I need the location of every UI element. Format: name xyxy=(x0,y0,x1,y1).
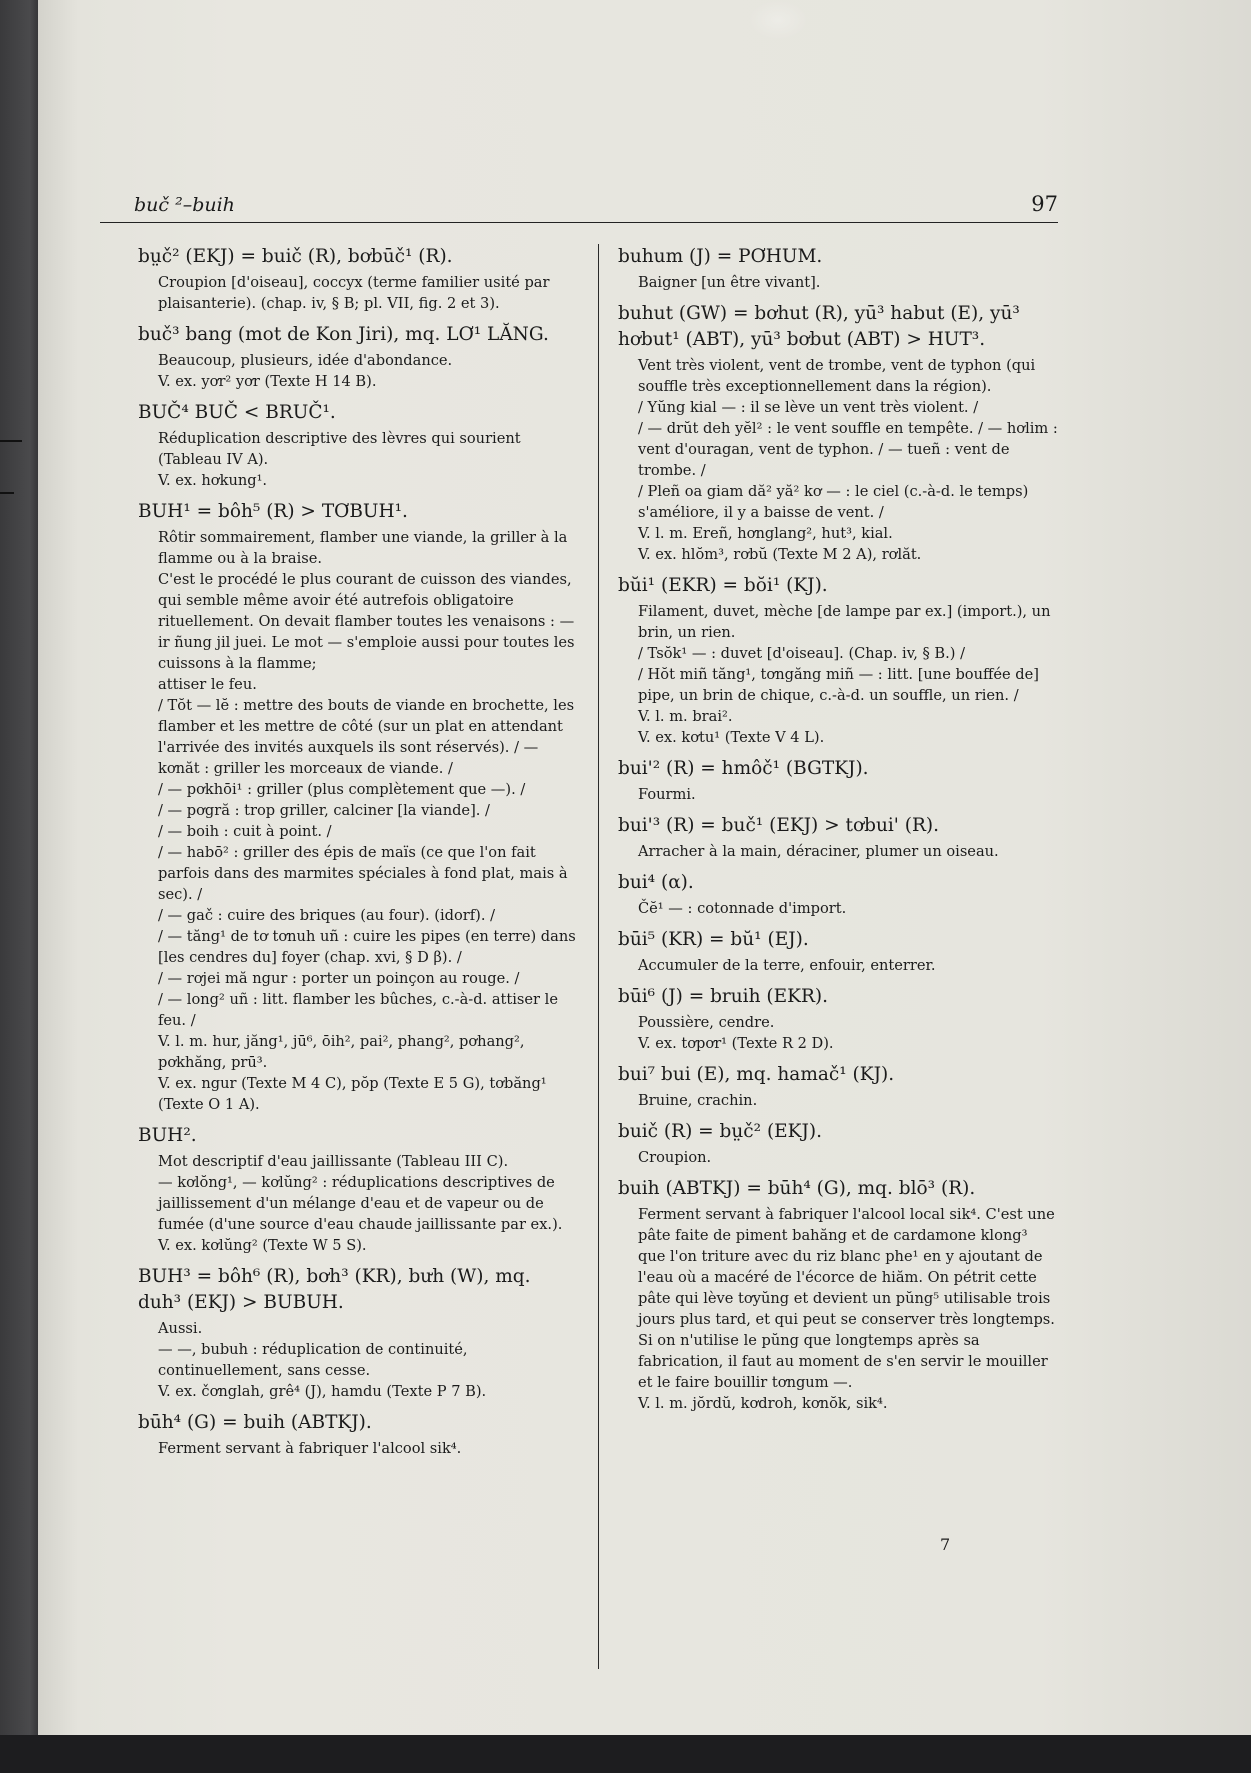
dictionary-entry xyxy=(138,499,578,1115)
definition-line: V. ex. kơlŭng² (Texte W 5 S). xyxy=(158,1237,367,1254)
entry-definition xyxy=(618,898,1058,919)
dictionary-entry xyxy=(138,1410,578,1459)
entry-definition xyxy=(618,841,1058,862)
definition-line: Vent très violent, vent de trombe, vent de typhon (qui souffle très exceptionnellement dans la région). xyxy=(638,357,1036,395)
definition-line: V. ex. kơtu¹ (Texte V 4 L). xyxy=(638,729,825,746)
right-column xyxy=(618,244,1058,1422)
entry-headword: buhum (J) = PƠHUM. xyxy=(618,246,823,267)
definition-line: / — rơjei mă ngur : porter un poinçon au rouge. / xyxy=(158,970,520,987)
entry-headword: BUH³ = bôh⁶ (R), bơh³ (KR), bưh (W), mq. duh³ (EKJ) > BUBUH. xyxy=(138,1266,531,1313)
running-head xyxy=(100,192,1058,223)
running-head-title: buč ²–buih xyxy=(134,194,235,216)
dictionary-entry xyxy=(618,1176,1058,1414)
entry-headword: būi⁵ (KR) = bŭ¹ (EJ). xyxy=(618,929,809,950)
definition-line: V. ex. tơpơr¹ (Texte R 2 D). xyxy=(638,1035,834,1052)
definition-line: / — drŭt deh yĕl² : le vent souffle en tempête. / — hơlim : vent d'ouragan, vent de typhon. / — tueñ : vent de trombe. / xyxy=(638,420,1058,479)
entry-headword: BUH¹ = bôh⁵ (R) > TƠBUH¹. xyxy=(138,501,408,522)
definition-line: Croupion [d'oiseau], coccyx (terme familier usité par plaisanterie). (chap. iv, § B; pl. VII, fig. 2 et 3). xyxy=(158,274,550,312)
definition-line: / Pleñ oa giam dă² yă² kơ — : le ciel (c.-à-d. le temps) s'améliore, il y a baisse de vent. / xyxy=(638,483,1029,521)
entry-headword: buih (ABTKJ) = būh⁴ (G), mq. blō³ (R). xyxy=(618,1178,976,1199)
dictionary-entry xyxy=(618,984,1058,1054)
definition-line: / — long² uñ : litt. flamber les bûches, c.-à-d. attiser le feu. / xyxy=(158,991,558,1029)
definition-line: Fourmi. xyxy=(638,786,696,803)
page-number: 97 xyxy=(1031,192,1058,216)
definition-line: attiser le feu. xyxy=(158,676,257,693)
definition-line: / Yŭng kial — : il se lève un vent très violent. / xyxy=(638,399,979,416)
definition-line: V. ex. hơkung¹. xyxy=(158,472,268,489)
dictionary-entry xyxy=(138,322,578,392)
left-column xyxy=(138,244,578,1467)
entry-headword: bui'² (R) = hmôč¹ (BGTKJ). xyxy=(618,758,869,779)
definition-line: / Tsŏk¹ — : duvet [d'oiseau]. (Chap. iv, § B.) / xyxy=(638,645,966,662)
dictionary-entry xyxy=(618,244,1058,293)
definition-line: / — pơkhōi¹ : griller (plus complètement que —). / xyxy=(158,781,526,798)
definition-line: / — tăng¹ de tơ tơnuh uñ : cuire les pipes (en terre) dans [les cendres du] foyer (chap. xvi, § D β). / xyxy=(158,928,576,966)
dictionary-entry xyxy=(618,1119,1058,1168)
entry-headword: bui⁷ bui (E), mq. hamač¹ (KJ). xyxy=(618,1064,895,1085)
entry-definition xyxy=(618,1090,1058,1111)
entry-definition xyxy=(138,428,578,491)
definition-line: Arracher à la main, déraciner, plumer un oiseau. xyxy=(638,843,999,860)
entry-definition xyxy=(618,784,1058,805)
definition-line: — —, bubuh : réduplication de continuité, continuellement, sans cesse. xyxy=(158,1341,468,1379)
entry-definition xyxy=(618,955,1058,976)
definition-line: V. ex. hlŏm³, rơbŭ (Texte M 2 A), rơlăt. xyxy=(638,546,922,563)
paper-smudge xyxy=(748,0,808,40)
signature-mark: 7 xyxy=(940,1535,951,1554)
definition-line: / — gač : cuire des briques (au four). (idorf). / xyxy=(158,907,496,924)
entry-definition xyxy=(138,1438,578,1459)
definition-line: Bruine, crachin. xyxy=(638,1092,758,1109)
definition-line: V. ex. yơr² yơr (Texte H 14 B). xyxy=(158,373,377,390)
definition-line: / — boih : cuit à point. / xyxy=(158,823,332,840)
definition-line: V. l. m. Ereñ, hơnglang², hut³, kial. xyxy=(638,525,893,542)
dictionary-entry xyxy=(618,813,1058,862)
entry-definition xyxy=(618,355,1058,565)
dictionary-entry xyxy=(618,573,1058,748)
definition-line: C'est le procédé le plus courant de cuisson des viandes, qui semble même avoir été autrefois obligatoire rituellement. On devait flamber toutes les venaisons : — ir ñung jil juei. Le mot — s'emploie aussi pour toutes les cuissons à la flamme; xyxy=(158,571,575,672)
entry-headword: bṳč² (EKJ) = buič (R), bơbūč¹ (R). xyxy=(138,246,453,267)
gutter-mark xyxy=(0,440,22,442)
definition-line: V. l. m. brai². xyxy=(638,708,733,725)
definition-line: / Tŏt — lĕ : mettre des bouts de viande en brochette, les flamber et les mettre de côté (sur un plat en attendant l'arrivée des invités auxquels ils sont réservés). / — kơnăt : griller les morceaux de viande. / xyxy=(158,697,575,777)
entry-headword: buhut (GW) = bơhut (R), yū³ habut (E), yū³ hơbut¹ (ABT), yū³ bơbut (ABT) > HUT³. xyxy=(618,303,1020,350)
entry-headword: buič (R) = bṳč² (EKJ). xyxy=(618,1121,823,1142)
entry-definition xyxy=(138,1318,578,1402)
entry-headword: BUČ⁴ BUČ < BRUČ¹. xyxy=(138,402,336,423)
definition-line: V. ex. čơnglah, grê⁴ (J), hamdu (Texte P 7 B). xyxy=(158,1383,487,1400)
definition-line: Réduplication descriptive des lèvres qui sourient (Tableau IV A). xyxy=(158,430,521,468)
column-divider xyxy=(598,244,599,1669)
definition-line: / — habō² : griller des épis de maïs (ce que l'on fait parfois dans des marmites spéciales à fond plat, mais à sec). / xyxy=(158,844,568,903)
entry-definition xyxy=(618,1147,1058,1168)
dictionary-entry xyxy=(138,1123,578,1256)
definition-line: Čĕ¹ — : cotonnade d'import. xyxy=(638,900,847,917)
entry-headword: bŭi¹ (EKR) = bŏi¹ (KJ). xyxy=(618,575,828,596)
entry-headword: bui⁴ (α). xyxy=(618,872,694,893)
definition-line: Filament, duvet, mèche [de lampe par ex.] (import.), un brin, un rien. xyxy=(638,603,1051,641)
entry-definition xyxy=(138,1151,578,1256)
dictionary-entry xyxy=(138,1264,578,1402)
dictionary-entry xyxy=(618,870,1058,919)
gutter-mark xyxy=(0,492,14,494)
photo-bottom-edge xyxy=(0,1735,1251,1773)
entry-definition xyxy=(138,272,578,314)
definition-line: Poussière, cendre. xyxy=(638,1014,775,1031)
definition-line: Ferment servant à fabriquer l'alcool sik⁴. xyxy=(158,1440,462,1457)
definition-line: Baigner [un être vivant]. xyxy=(638,274,821,291)
definition-line: Accumuler de la terre, enfouir, enterrer. xyxy=(638,957,936,974)
definition-line: V. l. m. hur, jăng¹, jū⁶, ōih², pai², phang², pơhang², pơkhăng, prū³. xyxy=(158,1033,525,1071)
entry-headword: BUH². xyxy=(138,1125,197,1146)
entry-definition xyxy=(138,350,578,392)
dictionary-entry xyxy=(618,1062,1058,1111)
definition-line: V. l. m. jŏrdŭ, kơdroh, kơnŏk, sik⁴. xyxy=(638,1395,888,1412)
dictionary-entry xyxy=(138,244,578,314)
dictionary-entry xyxy=(618,927,1058,976)
definition-line: / Hŏt miñ tăng¹, tơngăng miñ — : litt. [une bouffée de] pipe, un brin de chique, c.-à-d. un souffle, un rien. / xyxy=(638,666,1039,704)
entry-headword: buč³ bang (mot de Kon Jiri), mq. LƠ¹ LĂNG. xyxy=(138,324,549,345)
definition-line: Croupion. xyxy=(638,1149,712,1166)
dictionary-entry xyxy=(618,301,1058,565)
entry-definition xyxy=(618,1204,1058,1414)
entry-definition xyxy=(618,601,1058,748)
dictionary-entry xyxy=(138,400,578,491)
definition-line: Aussi. xyxy=(158,1320,203,1337)
definition-line: — kơlŏng¹, — kơlŭng² : réduplications descriptives de jaillissement d'un mélange d'eau et de vapeur ou de fumée (d'une source d'eau chaude jaillissante par ex.). xyxy=(158,1174,563,1233)
entry-headword: būh⁴ (G) = buih (ABTKJ). xyxy=(138,1412,372,1433)
definition-line: Ferment servant à fabriquer l'alcool local sik⁴. C'est une pâte faite de piment bahăng et de cardamone klong³ que l'on triture avec du riz blanc phe¹ en y ajoutant de l'eau où a macéré de l'écorce de hiăm. On pétrit cette pâte qui lève tơyŭng et devient un pŭng⁵ utilisable trois jours plus tard, et qui peut se conserver très longtemps. Si on n'utilise le pŭng que longtemps après sa fabrication, il faut au moment de s'en servir le mouiller et le faire bouillir tơngum —. xyxy=(638,1206,1055,1391)
entry-headword: būi⁶ (J) = bruih (EKR). xyxy=(618,986,828,1007)
entry-definition xyxy=(618,1012,1058,1054)
entry-headword: bui'³ (R) = buč¹ (EKJ) > tơbui' (R). xyxy=(618,815,939,836)
definition-line: Mot descriptif d'eau jaillissante (Tableau III C). xyxy=(158,1153,509,1170)
entry-definition xyxy=(138,527,578,1115)
definition-line: / — pơgră : trop griller, calciner [la viande]. / xyxy=(158,802,490,819)
definition-line: Rôtir sommairement, flamber une viande, la griller à la flamme ou à la braise. xyxy=(158,529,568,567)
definition-line: V. ex. ngur (Texte M 4 C), pŏp (Texte E 5 G), tơbăng¹ (Texte O 1 A). xyxy=(158,1075,547,1113)
definition-line: Beaucoup, plusieurs, idée d'abondance. xyxy=(158,352,453,369)
entry-definition xyxy=(618,272,1058,293)
dictionary-entry xyxy=(618,756,1058,805)
